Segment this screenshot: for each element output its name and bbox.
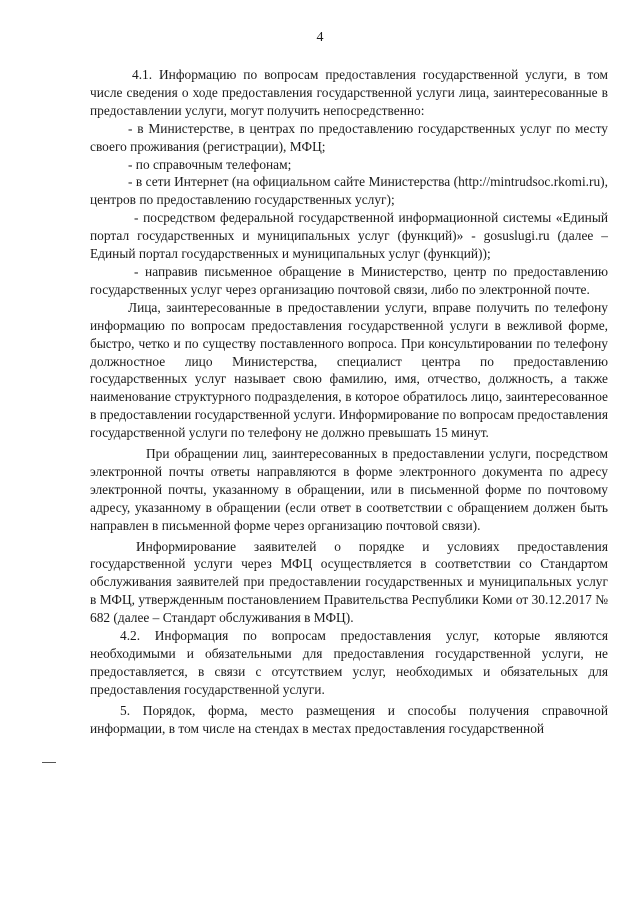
list-item-gosuslugi: - посредством федеральной государственной информационной системы «Единый портал государственных и муниципальных услуг (функций)» - gosuslugi.ru (далее – Единый портал государственных и муниципальных услуг (функций)); [90, 210, 608, 262]
list-item-ministry: - в Министерстве, в центрах по предоставлению государственных услуг по месту своего проживания (регистрации), МФЦ; [90, 120, 608, 154]
list-item-written-request: - направив письменное обращение в Министерство, центр по предоставлению государственных услуг через организацию почтовой связи, либо по электронной почте. [90, 263, 608, 297]
margin-mark [42, 762, 56, 763]
page-number: 4 [316, 30, 324, 45]
paragraph-5: 5. Порядок, форма, место размещения и способы получения справочной информации, в том числе на стендах в местах предоставления государственной [90, 702, 608, 736]
document-body [90, 66, 608, 738]
paragraph-mfc-info: Информирование заявителей о порядке и условиях предоставления государственной услуги через МФЦ осуществляется в соответствии со Стандартом обслуживания заявителей при предоставлении государственных и муниципальных услуг в МФЦ, утвержденным постановлением Правительства Республики Коми от 30.12.2017 № 682 (далее – Стандарт обслуживания в МФЦ). [90, 538, 608, 626]
paragraph-email-info: При обращении лиц, заинтересованных в предоставлении услуги, посредством электронной почты ответы направляются в форме электронного документа по адресу электронной почты, указанному в обращении, или в письменной форме по почтовому адресу, указанному в обращении (если ответ в соответствии с обращением должен быть направлен в письменной форме через организацию почтовой связи). [90, 446, 608, 533]
paragraph-4-2: 4.2. Информация по вопросам предоставления услуг, которые являются необходимыми и обязательными для предоставления государственной услуги, не предоставляется, в связи с отсутствием услуг, необходимых и обязательных для предоставления государственной услуги. [90, 628, 608, 697]
list-item-internet: - в сети Интернет (на официальном сайте Министерства (http://mintrudsoc.rkomi.ru), центров по предоставлению государственных услуг); [90, 174, 608, 208]
paragraph-phone-info: Лица, заинтересованные в предоставлении услуги, вправе получить по телефону информацию по вопросам предоставления государственной услуги в вежливой форме, быстро, четко и по существу поставленного вопроса. При консультировании по телефону должностное лицо Министерства, специалист центра по предоставлению государственных услуг называет свою фамилию, имя, отчество, должность, а также наименование структурного подразделения, в которое обратилось лицо, заинтересованное в предоставлении государственной услуги. Информирование по вопросам предоставления государственной услуги по телефону не должно превышать 15 минут. [90, 299, 608, 441]
paragraph-4-1: 4.1. Информацию по вопросам предоставления государственной услуги, в том числе сведения о ходе предоставления государственной услуги лица, заинтересованные в предоставлении услуги, могут получить непосредственно: [90, 67, 608, 118]
list-item-phones: - по справочным телефонам; [128, 156, 292, 172]
